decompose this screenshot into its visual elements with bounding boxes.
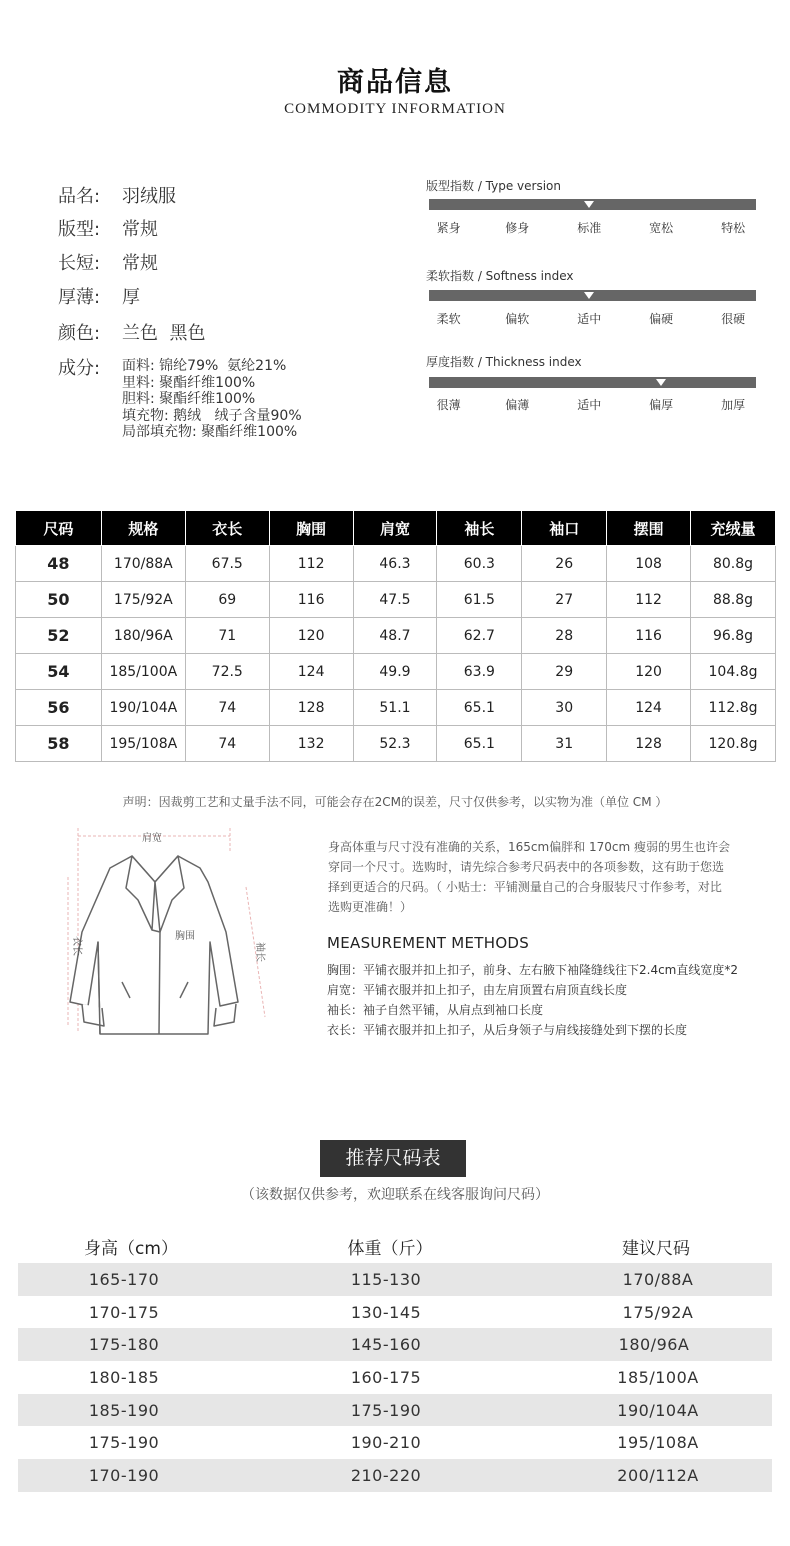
index-ticks: 很薄 偏薄 适中 偏厚 加厚 — [436, 398, 746, 412]
diagram-shoulder-label: 肩宽 — [142, 833, 162, 844]
table-row: 175-190 190-210 195/108A — [88, 1433, 699, 1453]
table-row: 52 180/96A 71 120 48.7 62.7 28 116 96.8g — [16, 618, 776, 654]
attr-color: 颜色: 兰色 黑色 — [58, 323, 206, 344]
index-ticks: 柔软 偏软 适中 偏硬 很硬 — [436, 312, 746, 326]
method-item: 胸围：平铺衣服并扣上扣子，前身、左右腋下袖隆缝线往下2.4cm直线宽度*2 — [327, 963, 739, 977]
table-row: 48 170/88A 67.5 112 46.3 60.3 26 108 80.8g — [16, 546, 776, 582]
table-row: 50 175/92A 69 116 47.5 61.5 27 112 88.8g — [16, 582, 776, 618]
diagram-sleeve-label: 袖长 — [254, 942, 265, 962]
jacket-measurement-diagram — [60, 822, 275, 1042]
size-table-header: 尺码 规格 衣长 胸围 肩宽 袖长 袖口 摆围 充绒量 — [16, 511, 776, 546]
recommend-subtitle: （该数据仅供参考，欢迎联系在线客服询问尺码） — [241, 1187, 549, 1203]
attr-thickness: 厚薄: 厚 — [58, 287, 140, 308]
diagram-length-label: 衣长 — [71, 936, 82, 956]
table-row: 185-190 175-190 190/104A — [18, 1394, 772, 1427]
attr-length: 长短: 常规 — [58, 253, 158, 274]
index-bar — [429, 199, 756, 210]
method-item: 袖长：袖子自然平铺，从肩点到袖口长度 — [327, 1003, 544, 1017]
index-marker — [584, 292, 594, 299]
table-row: 170-190 210-220 200/112A — [18, 1459, 772, 1492]
method-item: 肩宽：平铺衣服并扣上扣子，由左肩顶置右肩顶直线长度 — [327, 983, 628, 997]
attr-fit: 版型: 常规 — [58, 219, 158, 240]
table-row: 58 195/108A 74 132 52.3 65.1 31 128 120.8g — [16, 726, 776, 762]
size-statement: 声明：因裁剪工艺和丈量手法不同，可能会存在2CM的误差，尺寸仅供参考，以实物为准（单位 CM ） — [122, 795, 668, 809]
recommend-header: 身高（cm） 体重（斤） 建议尺码 — [84, 1239, 690, 1259]
table-row: 175-180 145-160 180/96A — [18, 1328, 772, 1361]
attr-name: 品名: 羽绒服 — [58, 186, 176, 207]
diagram-chest-label: 胸围 — [175, 931, 195, 942]
index-ticks: 紧身 修身 标准 宽松 特松 — [436, 221, 746, 235]
recommend-table — [18, 1263, 772, 1492]
method-item: 衣长：平铺衣服并扣上扣子，从后身领子与肩线接缝处到下摆的长度 — [327, 1023, 688, 1037]
size-note: 身高体重与尺寸没有准确的关系，165cm偏胖和 170cm 瘦弱的男生也许会 穿同一个尺寸。选购时，请先综合参考尺码表中的各项参数，这有助于您选 择到更适合的尺码。（ 小贴士：平铺测量自己的合身服装尺寸作参考，对比 选购更准确！） — [328, 840, 731, 914]
size-table — [15, 510, 776, 762]
type-version-index: 版型指数 / Type version 紧身 修身 标准 宽松 特松 — [426, 177, 758, 237]
methods-title: MEASUREMENT METHODS — [327, 934, 530, 952]
thickness-index: 厚度指数 / Thickness index 很薄 偏薄 适中 偏厚 加厚 — [426, 353, 758, 413]
table-row: 54 185/100A 72.5 124 49.9 63.9 29 120 104.8g — [16, 654, 776, 690]
composition-lines: 面料: 锦纶79% 氨纶21% 里料: 聚酯纤维100% 胆料: 聚酯纤维100% 填充物: 鹅绒 绒子含量90% 局部填充物: 聚酯纤维100% — [122, 358, 302, 440]
recommend-title: 推荐尺码表 — [320, 1140, 466, 1177]
index-bar — [429, 290, 756, 301]
index-bar — [429, 377, 756, 388]
table-row: 56 190/104A 74 128 51.1 65.1 30 124 112.8g — [16, 690, 776, 726]
table-row: 180-185 160-175 185/100A — [88, 1368, 699, 1388]
table-row: 165-170 115-130 170/88A — [18, 1263, 772, 1296]
methods-list — [327, 960, 767, 1040]
page-title: 商品信息 — [337, 67, 453, 98]
page-subtitle: COMMODITY INFORMATION — [284, 101, 506, 117]
softness-index: 柔软指数 / Softness index 柔软 偏软 适中 偏硬 很硬 — [426, 267, 758, 327]
table-row: 170-175 130-145 175/92A — [88, 1302, 694, 1322]
index-marker — [656, 379, 666, 386]
index-marker — [584, 201, 594, 208]
